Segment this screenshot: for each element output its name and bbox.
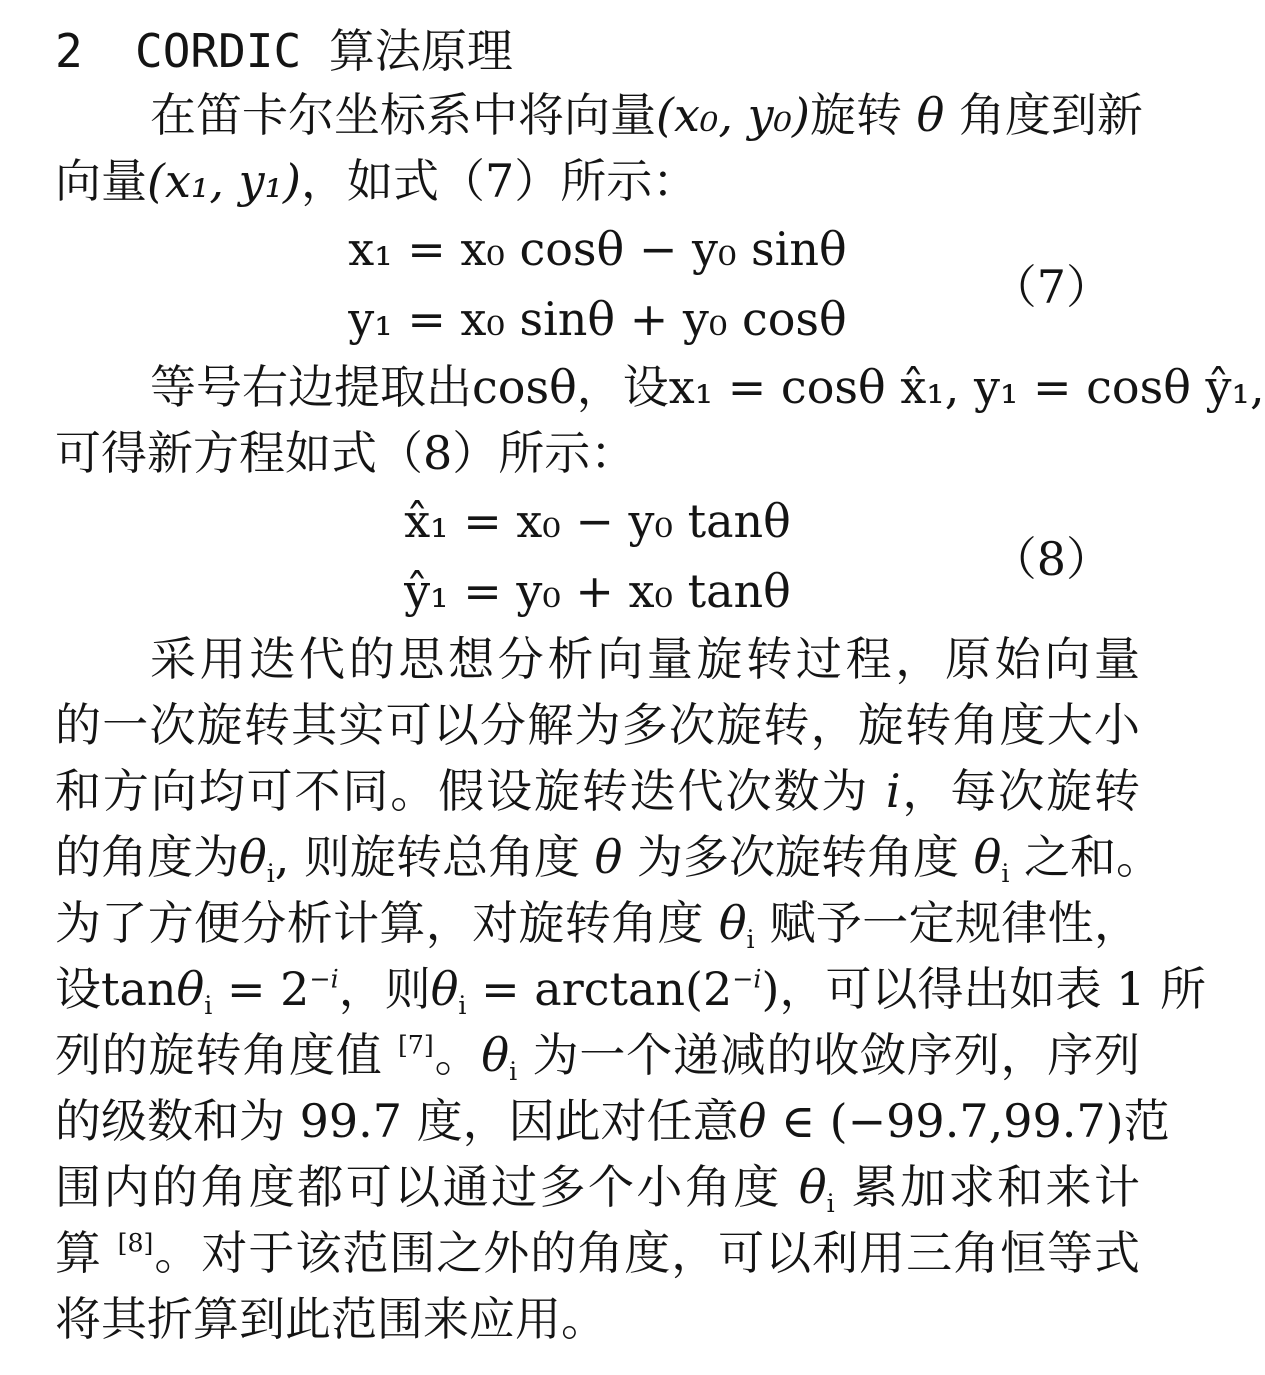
text-line: 算 [8]。对于该范围之外的角度，可以利用三角恒等式 [55,1226,1141,1280]
math-cos-theta: cosθ [472,360,577,414]
substitution-paragraph [55,354,1265,486]
equation-number: （7） [990,260,1112,314]
text-line: 采用迭代的思想分析向量旋转过程，原始向量 [150,632,1140,686]
math-interval: θ ∈ (−99.7,99.7) [738,1094,1124,1148]
section-title: CORDIC 算法原理 [135,24,513,78]
text-line: 将其折算到此范围来应用。 [55,1292,607,1346]
equation-line: y₁ = x₀ sinθ + y₀ cosθ [348,292,847,346]
equation-line: x̂₁ = x₀ − y₀ tanθ [404,494,791,548]
text-line: 设$\tan\theta_i = 2^{-i}$，则$\theta_i = \arctan(2^{-i})$，可以得出如表 1 所 [55,962,1206,1020]
text-line: 列的旋转角度值 [7]。$\theta_i$ 为一个递减的收敛序列，序列 [55,1028,1141,1086]
citation-7: [7] [397,1030,434,1060]
section-heading [55,20,1140,82]
text-line: 和方向均可不同。假设旋转迭代次数为 i，每次旋转 [55,764,1141,818]
math-vector-new: (x₁, y₁) [147,154,301,208]
text-line: 的一次旋转其实可以分解为多次旋转，旋转角度大小 [55,698,1140,752]
math-substitution-x: x₁ = cosθ x̂₁ [668,360,945,414]
math-arctan-definition: $\theta_i = \arctan(2^{-i})$ [430,962,780,1020]
equation-number: （8） [990,532,1112,586]
text-line: 的级数和为 99.7 度，因此对任意θ ∈ (−99.7,99.7)范 [55,1094,1170,1148]
equation-7 [55,214,1140,354]
text-line: 等号右边提取出cosθ，设x₁ = cosθ x̂₁, y₁ = cosθ ŷ₁, [150,360,1265,414]
math-tan-definition: $\tan\theta_i = 2^{-i}$ [101,962,339,1020]
math-vector-initial: (x₀, y₀) [656,88,810,142]
math-substitution-y: y₁ = cosθ ŷ₁ [973,360,1250,414]
text-line: 的角度为$\theta_i$, 则旋转总角度 θ 为多次旋转角度 $\theta_i$ 之和。 [55,830,1163,888]
equation-8 [55,486,1140,626]
text-line: 为了方便分析计算，对旋转角度 $\theta_i$ 赋予一定规律性， [55,896,1140,954]
text-line: 围内的角度都可以通过多个小角度 $\theta_i$ 累加求和来计 [55,1160,1141,1218]
equation-line: x₁ = x₀ cosθ − y₀ sinθ [348,222,847,276]
body-paragraph [55,626,1206,1352]
text-line: 在笛卡尔坐标系中将向量(x₀, y₀)旋转 θ 角度到新 [150,88,1143,142]
equation-line: ŷ₁ = y₀ + x₀ tanθ [404,564,791,618]
intro-paragraph [55,82,1143,214]
text-line: 可得新方程如式（8）所示： [55,426,637,480]
section-number: 2 [55,24,83,78]
citation-8: [8] [117,1228,154,1258]
text-line: 向量(x₁, y₁)，如式（7）所示： [55,154,699,208]
document-page [55,20,1265,1352]
